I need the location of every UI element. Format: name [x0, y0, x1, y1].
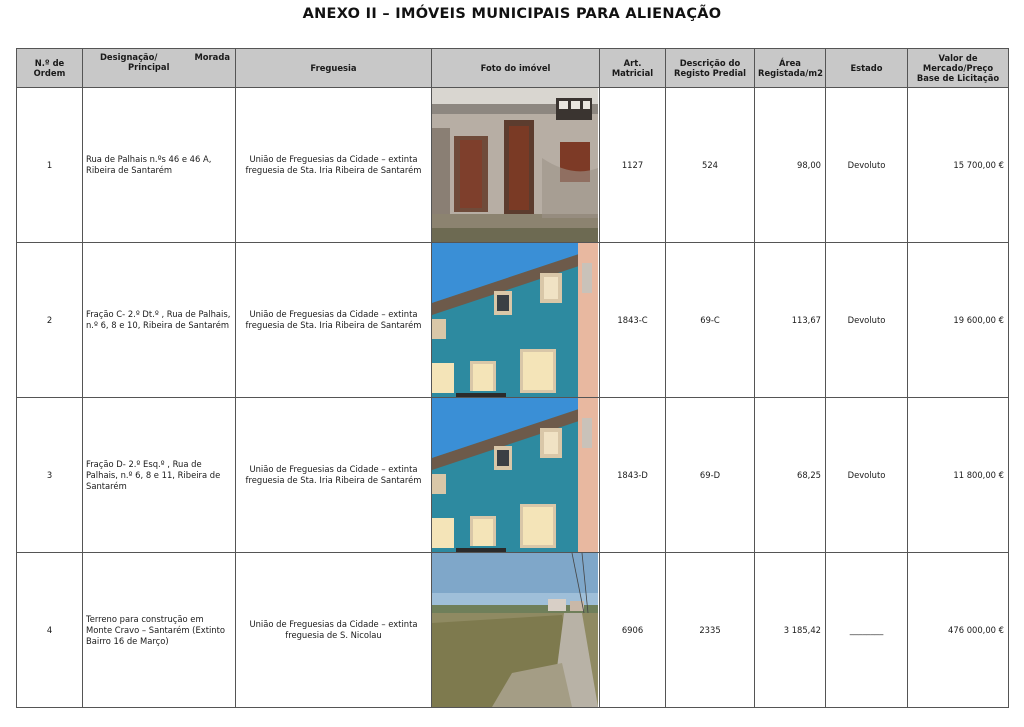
cell-area: 98,00 [755, 88, 826, 243]
cell-valor: 15 700,00 € [908, 88, 1009, 243]
cell-descricao: 2335 [666, 553, 755, 708]
cell-estado: ________ [826, 553, 908, 708]
cell-area: 68,25 [755, 398, 826, 553]
cell-art-matricial: 1843-C [600, 243, 666, 398]
page-title: ANEXO II – IMÓVEIS MUNICIPAIS PARA ALIENAÇÃO [302, 6, 722, 22]
cell-area: 3 185,42 [755, 553, 826, 708]
cell-descricao: 69-C [666, 243, 755, 398]
header-row [17, 49, 1009, 88]
property-table [16, 48, 1009, 708]
header-valor: Valor de Mercado/Preço Base de Licitação [908, 49, 1009, 88]
header-descricao: Descrição do Registo Predial [666, 49, 755, 88]
cell-designacao: Rua de Palhais n.ºs 46 e 46 A, Ribeira de Santarém [83, 88, 236, 243]
cell-valor: 476 000,00 € [908, 553, 1009, 708]
cell-designacao: Fração C- 2.º Dt.º , Rua de Palhais, n.º 6, 8 e 10, Ribeira de Santarém [83, 243, 236, 398]
cell-valor: 11 800,00 € [908, 398, 1009, 553]
header-designacao-label: Designação/ [99, 52, 158, 62]
cell-ordem: 4 [17, 553, 83, 708]
table-row [17, 243, 1009, 398]
header-morada-label: Morada [194, 52, 230, 62]
header-art-matricial: Art. Matricial [600, 49, 666, 88]
cell-ordem: 1 [17, 88, 83, 243]
header-designacao [83, 49, 236, 88]
cell-foto [432, 88, 600, 243]
header-principal-label: Principal [128, 62, 170, 72]
cell-art-matricial: 6906 [600, 553, 666, 708]
cell-estado: Devoluto [826, 243, 908, 398]
cell-freguesia: União de Freguesias da Cidade – extinta freguesia de Sta. Iria Ribeira de Santarém [236, 243, 432, 398]
cell-descricao: 69-D [666, 398, 755, 553]
header-area: Área Registada/m2 [755, 49, 826, 88]
cell-descricao: 524 [666, 88, 755, 243]
cell-designacao: Fração D- 2.º Esq.º , Rua de Palhais, n.º 6, 8 e 11, Ribeira de Santarém [83, 398, 236, 553]
cell-ordem: 2 [17, 243, 83, 398]
cell-estado: Devoluto [826, 398, 908, 553]
table-row [17, 553, 1009, 708]
cell-freguesia: União de Freguesias da Cidade – extinta freguesia de S. Nicolau [236, 553, 432, 708]
cell-art-matricial: 1127 [600, 88, 666, 243]
cell-freguesia: União de Freguesias da Cidade – extinta freguesia de Sta. Iria Ribeira de Santarém [236, 398, 432, 553]
vacant-land-plot-photo [432, 553, 598, 707]
header-foto: Foto do imóvel [432, 49, 600, 88]
cell-estado: Devoluto [826, 88, 908, 243]
cell-art-matricial: 1843-D [600, 398, 666, 553]
cell-freguesia: União de Freguesias da Cidade – extinta freguesia de Sta. Iria Ribeira de Santarém [236, 88, 432, 243]
table-row [17, 88, 1009, 243]
cell-foto [432, 553, 600, 708]
table-row [17, 398, 1009, 553]
header-freguesia: Freguesia [236, 49, 432, 88]
blue-tiled-building-photo [432, 243, 598, 397]
cell-area: 113,67 [755, 243, 826, 398]
cell-designacao: Terreno para construção em Monte Cravo – Santarém (Extinto Bairro 16 de Março) [83, 553, 236, 708]
blue-tiled-building-photo [432, 398, 598, 552]
cell-foto [432, 243, 600, 398]
header-ordem: N.º de Ordem [17, 49, 83, 88]
old-house-facade-photo [432, 88, 598, 242]
header-estado: Estado [826, 49, 908, 88]
cell-valor: 19 600,00 € [908, 243, 1009, 398]
cell-foto [432, 398, 600, 553]
cell-ordem: 3 [17, 398, 83, 553]
